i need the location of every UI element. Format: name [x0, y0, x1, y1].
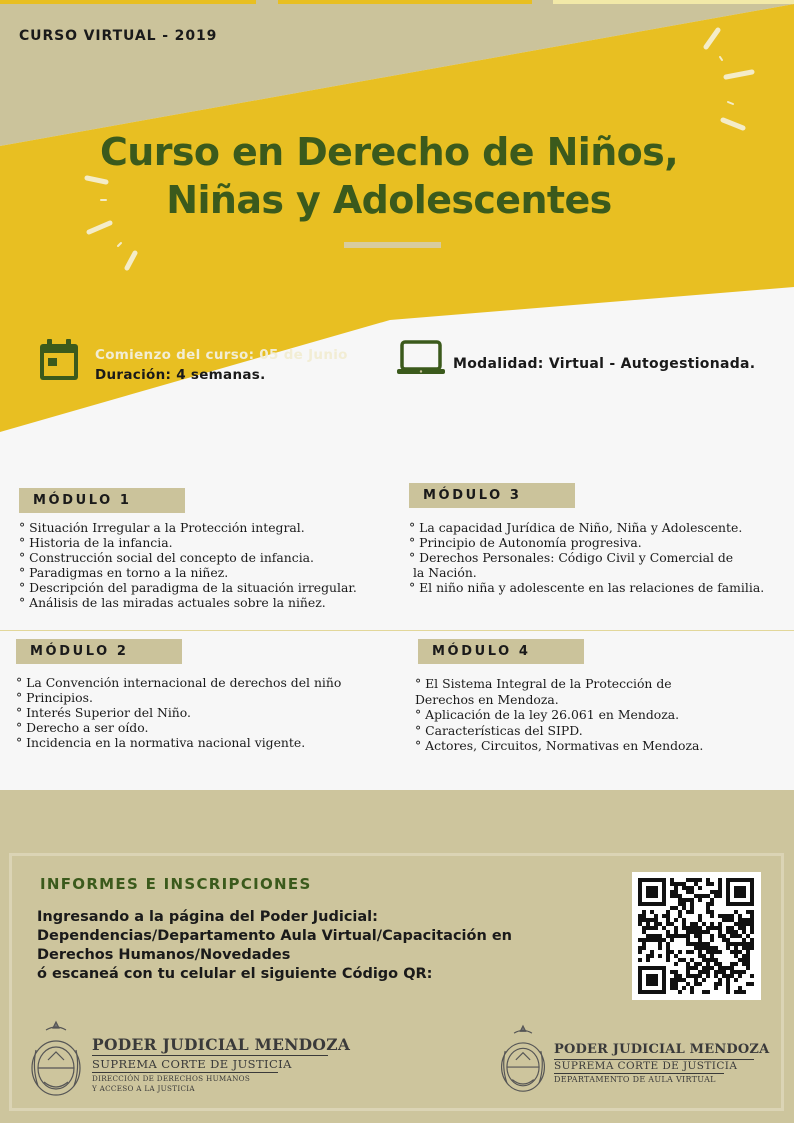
start-date-text: Comienzo del curso: 05 de Junio [95, 347, 348, 363]
list-item: ° El Sistema Integral de la Protección de [415, 676, 672, 691]
list-item: ° Principios. [16, 690, 93, 705]
informes-line: ó escaneá con tu celular el siguiente Código QR: [37, 966, 433, 982]
list-item: la Nación. [409, 565, 477, 580]
list-item: ° Incidencia en la normativa nacional vigente. [16, 735, 306, 750]
module-1-label: MÓDULO 1 [19, 488, 185, 513]
qr-code[interactable] [632, 872, 761, 1000]
list-item: ° El niño niña y adolescente en las relaciones de familia. [409, 580, 765, 595]
list-item: ° Características del SIPD. [415, 722, 583, 738]
module-2-label: MÓDULO 2 [16, 639, 182, 664]
page-title [0, 128, 778, 224]
course-year-label: CURSO VIRTUAL - 2019 [19, 28, 218, 44]
informes-text [37, 908, 512, 984]
list-item: ° La capacidad Jurídica de Niño, Niña y Adolescente. [409, 520, 743, 535]
module-4-label: MÓDULO 4 [418, 639, 584, 664]
list-item: ° La Convención internacional de derechos del niño [16, 675, 342, 690]
list-item: ° Paradigmas en torno a la niñez. [19, 565, 229, 580]
logo-right-name: PODER JUDICIAL MENDOZA [554, 1042, 770, 1057]
list-item: ° Construcción social del concepto de infancia. [19, 550, 314, 565]
informes-line: Dependencias/Departamento Aula Virtual/Capacitación en [37, 928, 512, 944]
module-3-label: MÓDULO 3 [409, 483, 575, 508]
logo-right-sub: SUPREMA CORTE DE JUSTICIA [554, 1060, 738, 1072]
list-item: ° Derechos Personales: Código Civil y Comercial de [409, 550, 734, 565]
seal-icon [498, 1024, 548, 1094]
poder-judicial-logo-left [28, 1018, 351, 1098]
logo-left-dept-2: Y ACCESO A LA JUSTICIA [92, 1084, 195, 1093]
laptop-icon [396, 340, 446, 376]
list-item: ° Análisis de las miradas actuales sobre la niñez. [19, 595, 326, 610]
module-3-topics [409, 520, 764, 595]
list-item: ° Historia de la infancia. [19, 535, 173, 550]
list-item: ° Principio de Autonomía progresiva. [409, 535, 642, 550]
list-item: ° Actores, Circuitos, Normativas en Mendoza. [415, 738, 704, 753]
module-4-topics [415, 676, 703, 754]
list-item: ° Descripción del paradigma de la situación irregular. [19, 580, 357, 595]
title-underline [344, 242, 441, 248]
informes-line: Derechos Humanos/Novedades [37, 947, 291, 963]
logo-left-name: PODER JUDICIAL MENDOZA [92, 1035, 351, 1054]
qr-code-icon [632, 872, 761, 1000]
list-item: Derechos en Mendoza. [415, 691, 559, 707]
duration-text: Duración: 4 semanas. [95, 367, 266, 383]
logo-left-dept-1: DIRECCIÓN DE DERECHOS HUMANOS [92, 1074, 251, 1083]
logo-left-rule-2 [92, 1072, 278, 1073]
logo-left-rule [92, 1055, 328, 1056]
list-item: ° Situación Irregular a la Protección integral. [19, 520, 305, 535]
module-1-topics [19, 520, 357, 610]
logo-left-sub: SUPREMA CORTE DE JUSTICIA [92, 1057, 292, 1071]
seal-icon [28, 1020, 84, 1098]
section-divider [0, 630, 794, 631]
title-line-2: Niñas y Adolescentes [166, 178, 612, 222]
poder-judicial-logo-right [498, 1024, 768, 1094]
title-line-1: Curso en Derecho de Niños, [99, 130, 679, 174]
informes-title: INFORMES E INSCRIPCIONES [40, 875, 312, 893]
calendar-icon [38, 338, 80, 382]
logo-right-rule-2 [554, 1073, 724, 1074]
module-2-topics [16, 675, 341, 750]
informes-line: Ingresando a la página del Poder Judicial: [37, 909, 378, 925]
modality-text: Modalidad: Virtual - Autogestionada. [453, 356, 756, 372]
logo-right-dept: DEPARTAMENTO DE AULA VIRTUAL [554, 1075, 716, 1084]
list-item: ° Aplicación de la ley 26.061 en Mendoza. [415, 707, 680, 722]
list-item: ° Derecho a ser oído. [16, 720, 149, 735]
list-item: ° Interés Superior del Niño. [16, 705, 191, 720]
